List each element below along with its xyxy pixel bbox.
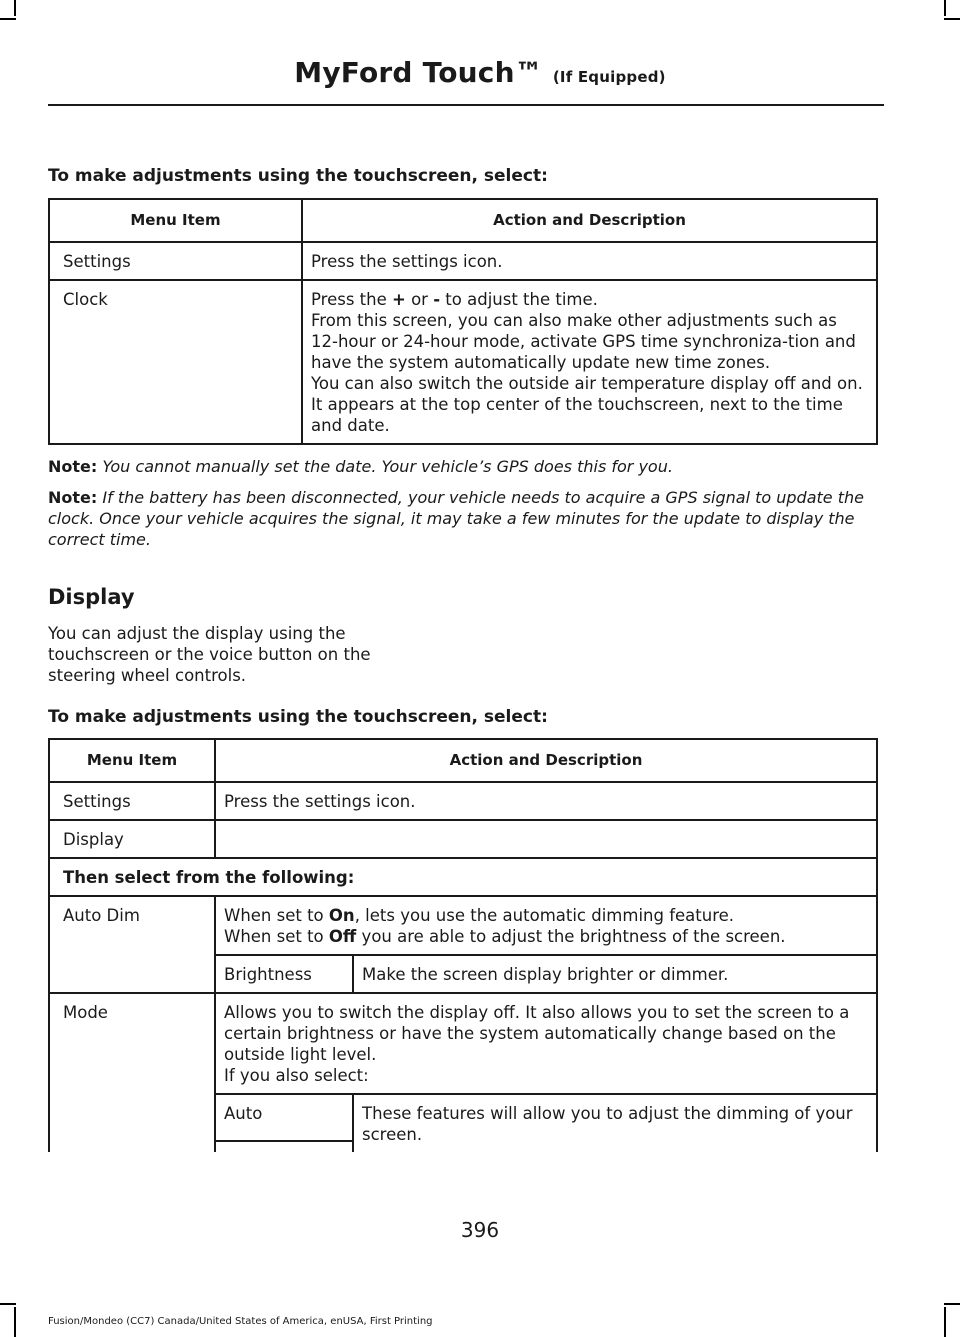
menu-item-cell: Display [49, 820, 215, 858]
table-row [49, 280, 877, 444]
menu-item-cell: Settings [49, 782, 215, 820]
table-header-row [49, 739, 877, 782]
crop-mark [14, 0, 16, 16]
crop-mark [944, 0, 946, 16]
crop-mark [944, 1303, 960, 1305]
span-cell: Then select from the following: [49, 858, 877, 896]
sub-item-cell [215, 1141, 353, 1152]
table-row [49, 858, 877, 896]
table-intro: To make adjustments using the touchscreen, select: [48, 707, 548, 727]
sub-item-cell: Auto [215, 1094, 353, 1141]
page-header-title: MyFord Touch™ (If Equipped) [294, 56, 666, 89]
table-intro: To make adjustments using the touchscreen, select: [48, 166, 548, 186]
table-row [49, 820, 877, 858]
action-cell [302, 280, 877, 444]
header-suffix: (If Equipped) [552, 68, 666, 86]
table-row [49, 782, 877, 820]
plus-symbol: + [392, 290, 406, 309]
page-footer: Fusion/Mondeo (CC7) Canada/United States of America, enUSA, First Printing [48, 1316, 433, 1327]
sub-item-cell: Brightness [215, 955, 353, 993]
crop-mark [944, 1307, 946, 1337]
column-header: Action and Description [302, 199, 877, 242]
action-line: When set to On, lets you use the automatic dimming feature. [224, 906, 735, 925]
header-rule [48, 104, 884, 106]
note [48, 456, 878, 477]
note-label: Note: [48, 457, 98, 476]
column-header: Menu Item [49, 739, 215, 782]
crop-mark [0, 1303, 16, 1305]
crop-mark [0, 18, 16, 20]
column-header: Action and Description [215, 739, 877, 782]
column-header: Menu Item [49, 199, 302, 242]
section-heading: Display [48, 585, 135, 609]
note-label: Note: [48, 488, 98, 507]
action-cell [215, 820, 877, 858]
table-row [49, 242, 877, 280]
page-number: 396 [460, 1218, 500, 1242]
action-cell: These features will allow you to adjust the dimming of your screen. [353, 1094, 877, 1152]
table-header-row [49, 199, 877, 242]
action-line: Press the + or - to adjust the time. [311, 290, 598, 309]
action-description: From this screen, you can also make other adjustments such as 12-hour or 24-hour mode, activate GPS time synchroniza-tion and have the system automatically update new time zones. [311, 311, 856, 372]
action-description: Allows you to switch the display off. It also allows you to set the screen to a certain brightness or have the system automatically change based on the outside light level. [224, 1003, 850, 1064]
menu-item-cell: Auto Dim [49, 896, 215, 993]
note [48, 487, 878, 550]
table-row [49, 993, 877, 1094]
action-line: When set to Off you are able to adjust the brightness of the screen. [224, 927, 786, 946]
keyword-off: Off [328, 927, 357, 946]
note-text: You cannot manually set the date. Your vehicle’s GPS does this for you. [102, 457, 673, 476]
crop-mark [14, 1307, 16, 1337]
menu-item-cell: Mode [49, 993, 215, 1152]
action-cell: Press the settings icon. [215, 782, 877, 820]
note-text: If the battery has been disconnected, your vehicle needs to acquire a GPS signal to update the clock. Once your vehicle acquires the signal, it may take a few minutes for the update to display the correct time. [48, 488, 864, 549]
table-row [49, 896, 877, 955]
minus-symbol: - [433, 290, 441, 309]
action-cell: Make the screen display brighter or dimmer. [353, 955, 877, 993]
action-description: You can also switch the outside air temperature display off and on. It appears at the top center of the touchscreen, next to the time and date. [311, 374, 863, 435]
display-settings-table [48, 738, 878, 1152]
action-cell [215, 993, 877, 1094]
clock-settings-table [48, 198, 878, 445]
action-cell: Press the settings icon. [302, 242, 877, 280]
action-cell [215, 896, 877, 955]
keyword-on: On [328, 906, 355, 925]
menu-item-cell: Clock [49, 280, 302, 444]
crop-mark [944, 18, 960, 20]
menu-item-cell: Settings [49, 242, 302, 280]
action-description: If you also select: [224, 1066, 369, 1085]
section-paragraph: You can adjust the display using the touchscreen or the voice button on the steering wheel controls. [48, 624, 371, 685]
